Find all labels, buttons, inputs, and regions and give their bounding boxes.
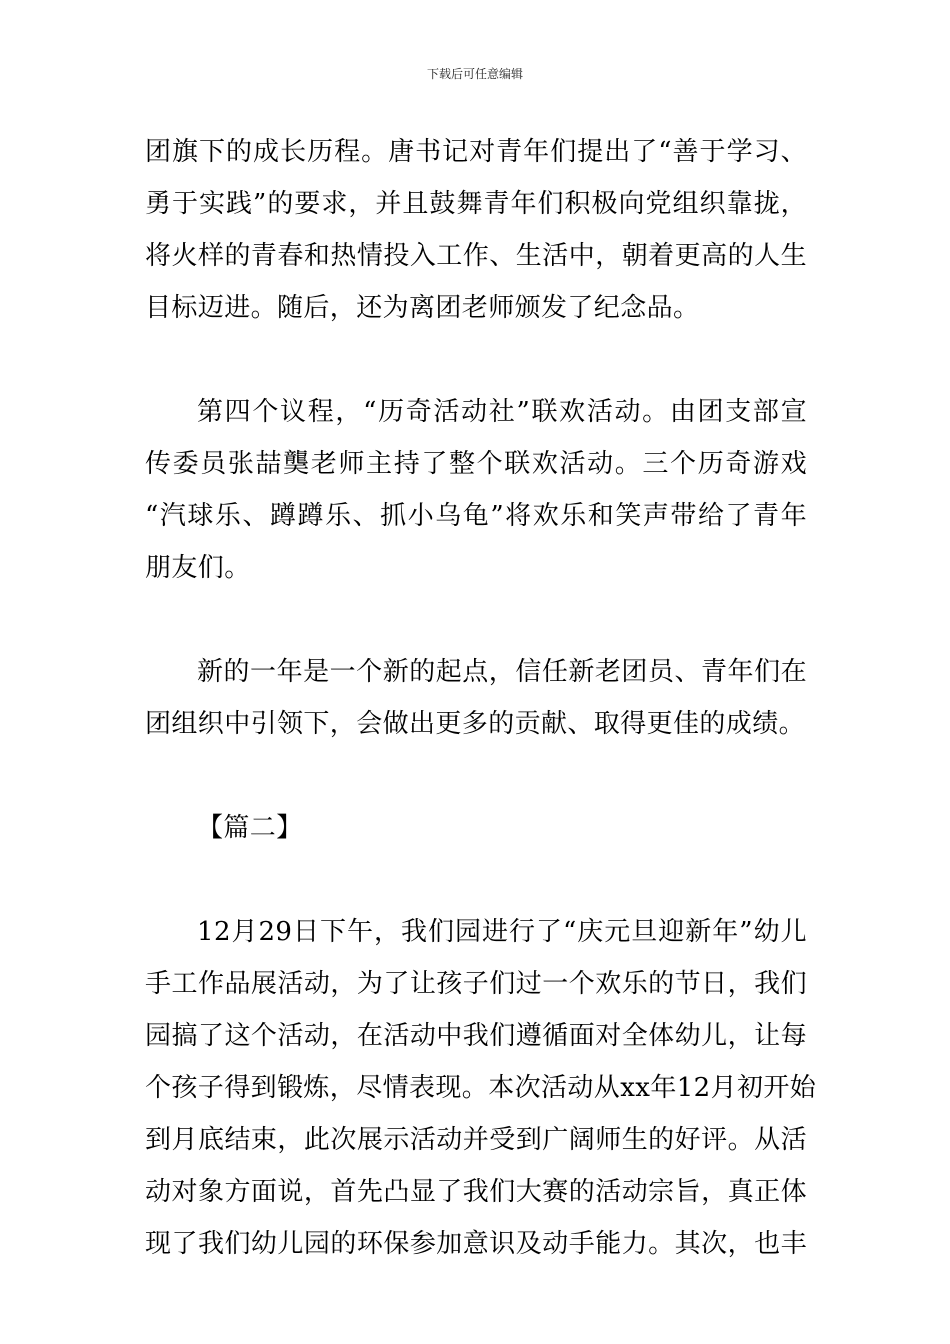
paragraph-line: 目标迈进。随后，还为离团老师颁发了纪念品。 (145, 293, 700, 323)
paragraph-3 (145, 646, 807, 750)
paragraph-line: 将火样的青春和热情投入工作、生活中，朝着更高的人生 (145, 241, 807, 271)
paragraph-line: 到月底结束，此次展示活动并受到广阔师生的好评。从活 (145, 1125, 807, 1155)
paragraph-line: “汽球乐、蹲蹲乐、抓小乌龟”将欢乐和笑声带给了青年 (145, 501, 807, 531)
paragraph-line: 手工作品展活动，为了让孩子们过一个欢乐的节日，我们 (145, 969, 807, 999)
paragraph-line: 园搞了这个活动，在活动中我们遵循面对全体幼儿，让每 (145, 1021, 807, 1051)
paragraph-line: 朋友们。 (145, 553, 251, 583)
document-body (145, 126, 817, 1270)
paragraph-line: 团组织中引领下，会做出更多的贡献、取得更佳的成绩。 (145, 709, 806, 739)
paragraph-line: 动对象方面说，首先凸显了我们大赛的活动宗旨，真正体 (145, 1177, 807, 1207)
paragraph-2 (145, 386, 807, 594)
paragraph-line: 新的一年是一个新的起点，信任新老团员、青年们在 (197, 657, 807, 687)
page-header-note: 下载后可任意编辑 (426, 67, 523, 81)
paragraph-line: 团旗下的成长历程。唐书记对青年们提出了“善于学习、 (145, 137, 807, 167)
paragraph-line: 个孩子得到锻炼，尽情表现。本次活动从xx年12月初开始 (145, 1073, 817, 1103)
paragraph-line: 现了我们幼儿园的环保参加意识及动手能力。其次，也丰 (145, 1229, 807, 1259)
paragraph-line: 12月29日下午，我们园进行了“庆元旦迎新年”幼儿 (197, 917, 807, 947)
section-heading: 【篇二】 (197, 813, 303, 843)
paragraph-1 (145, 126, 807, 334)
paragraph-line: 第四个议程，“历奇活动社”联欢活动。由团支部宣 (197, 397, 807, 427)
paragraph-5 (145, 906, 817, 1270)
paragraph-line: 勇于实践”的要求，并且鼓舞青年们积极向党组织靠拢， (145, 189, 807, 219)
paragraph-line: 传委员张喆龑老师主持了整个联欢活动。三个历奇游戏 (145, 449, 807, 479)
